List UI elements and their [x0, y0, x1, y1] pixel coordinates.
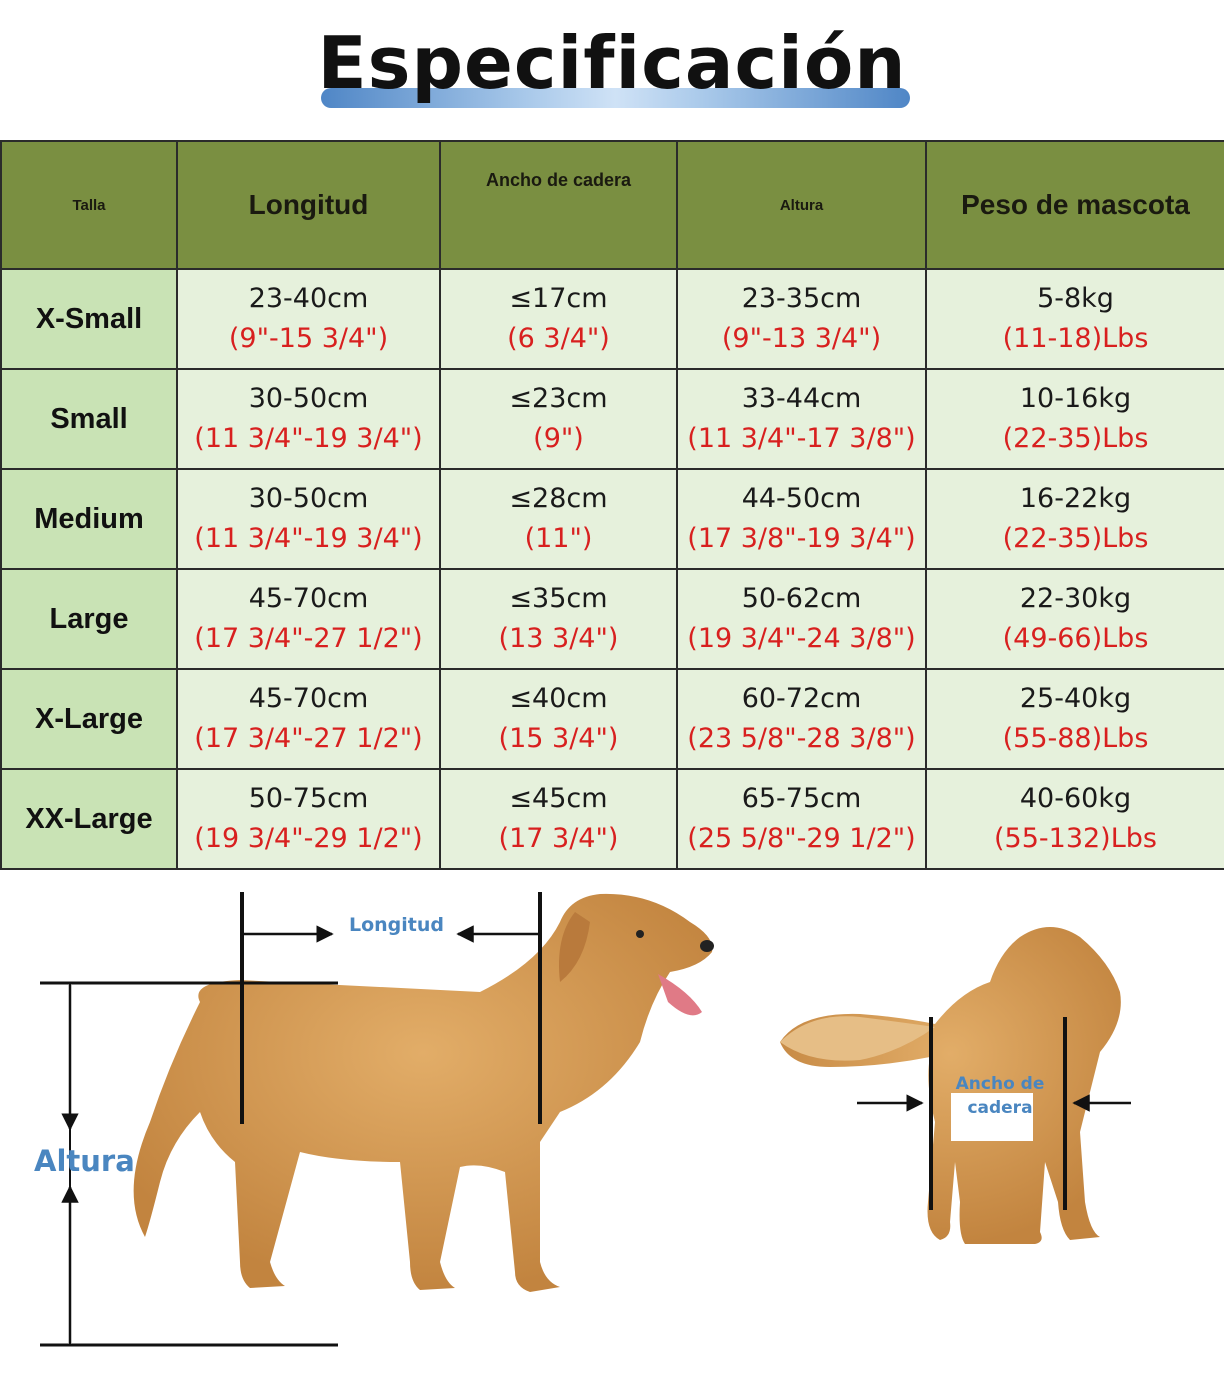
table-row: [1, 669, 1224, 769]
length-cell: [177, 369, 440, 469]
length-cm: 45-70cm: [248, 683, 369, 714]
height-inches: (25 5/8"-29 1/2"): [687, 823, 916, 854]
length-cm: 30-50cm: [248, 483, 369, 514]
size-cell: X-Large: [1, 669, 177, 769]
hip-width-cm: ≤23cm: [509, 383, 608, 414]
length-cm: 30-50cm: [248, 383, 369, 414]
hip-width-inches: (6 3/4"): [507, 323, 610, 354]
length-inches: (19 3/4"-29 1/2"): [194, 823, 423, 854]
height-inches: (11 3/4"-17 3/8"): [687, 423, 916, 454]
header-height: Altura: [677, 141, 926, 269]
size-cell: Large: [1, 569, 177, 669]
weight-lbs: (55-132)Lbs: [994, 823, 1157, 854]
weight-kg: 16-22kg: [1019, 483, 1132, 514]
weight-kg: 10-16kg: [1019, 383, 1132, 414]
weight-cell: [926, 669, 1224, 769]
weight-lbs: (55-88)Lbs: [1002, 723, 1149, 754]
hip-width-inches: (17 3/4"): [498, 823, 619, 854]
length-inches: (17 3/4"-27 1/2"): [194, 723, 423, 754]
height-cm: 23-35cm: [741, 283, 862, 314]
weight-lbs: (11-18)Lbs: [1002, 323, 1149, 354]
height-cm: 60-72cm: [741, 683, 862, 714]
weight-kg: 40-60kg: [1019, 783, 1132, 814]
page-title: Especificación: [317, 21, 907, 105]
height-cell: [677, 369, 926, 469]
size-cell: XX-Large: [1, 769, 177, 869]
length-cm: 45-70cm: [248, 583, 369, 614]
weight-cell: [926, 269, 1224, 369]
table-header-row: [1, 141, 1224, 269]
height-cm: 44-50cm: [741, 483, 862, 514]
size-cell: X-Small: [1, 269, 177, 369]
weight-lbs: (22-35)Lbs: [1002, 523, 1149, 554]
height-cell: [677, 569, 926, 669]
hip-width-cm: ≤45cm: [509, 783, 608, 814]
height-inches: (17 3/8"-19 3/4"): [687, 523, 916, 554]
title-banner: [0, 0, 1224, 130]
weight-cell: [926, 469, 1224, 569]
dog-side-view-icon: [134, 894, 714, 1292]
hip-width-inches: (13 3/4"): [498, 623, 619, 654]
hip-width-inches: (15 3/4"): [498, 723, 619, 754]
height-cm: 65-75cm: [741, 783, 862, 814]
length-cm: 50-75cm: [248, 783, 369, 814]
height-inches: (19 3/4"-24 3/8"): [687, 623, 916, 654]
hip-width-cell: [440, 369, 677, 469]
height-cell: [677, 669, 926, 769]
height-inches: (9"-13 3/4"): [721, 323, 882, 354]
height-inches: (23 5/8"-28 3/8"): [687, 723, 916, 754]
hip-width-label-line1: Ancho de: [955, 1074, 1045, 1094]
hip-width-cm: ≤35cm: [509, 583, 608, 614]
table-row: [1, 569, 1224, 669]
table-row: [1, 369, 1224, 469]
length-cm: 23-40cm: [248, 283, 369, 314]
hip-width-label-line2: cadera: [967, 1098, 1033, 1118]
header-hip-width: Ancho de cadera: [440, 141, 677, 269]
hip-width-inches: (9"): [533, 423, 584, 454]
table-row: [1, 269, 1224, 369]
size-chart-table: [0, 140, 1224, 870]
length-label: Longitud: [349, 914, 445, 936]
header-length: Longitud: [177, 141, 440, 269]
weight-cell: [926, 569, 1224, 669]
hip-width-cell: [440, 469, 677, 569]
length-inches: (11 3/4"-19 3/4"): [194, 523, 423, 554]
length-cell: [177, 469, 440, 569]
length-cell: [177, 669, 440, 769]
length-inches: (11 3/4"-19 3/4"): [194, 423, 423, 454]
height-cell: [677, 269, 926, 369]
weight-lbs: (22-35)Lbs: [1002, 423, 1149, 454]
hip-width-cm: ≤40cm: [509, 683, 608, 714]
size-cell: Small: [1, 369, 177, 469]
hip-width-cm: ≤28cm: [509, 483, 608, 514]
measurement-diagram: [0, 842, 1224, 1391]
height-cell: [677, 469, 926, 569]
height-cm: 33-44cm: [741, 383, 862, 414]
weight-kg: 25-40kg: [1019, 683, 1132, 714]
header-pet-weight: Peso de mascota: [926, 141, 1224, 269]
height-cm: 50-62cm: [741, 583, 862, 614]
height-label: Altura: [34, 1144, 135, 1178]
header-size: Talla: [1, 141, 177, 269]
size-cell: Medium: [1, 469, 177, 569]
hip-width-cell: [440, 669, 677, 769]
weight-cell: [926, 369, 1224, 469]
hip-width-label: [940, 1072, 1060, 1120]
length-inches: (9"-15 3/4"): [228, 323, 389, 354]
length-cell: [177, 569, 440, 669]
hip-width-cell: [440, 269, 677, 369]
hip-width-inches: (11"): [524, 523, 593, 554]
hip-width-cm: ≤17cm: [509, 283, 608, 314]
table-row: [1, 469, 1224, 569]
weight-lbs: (49-66)Lbs: [1002, 623, 1149, 654]
length-cell: [177, 269, 440, 369]
length-inches: (17 3/4"-27 1/2"): [194, 623, 423, 654]
weight-kg: 22-30kg: [1019, 583, 1132, 614]
weight-kg: 5-8kg: [1037, 283, 1114, 314]
hip-width-cell: [440, 569, 677, 669]
